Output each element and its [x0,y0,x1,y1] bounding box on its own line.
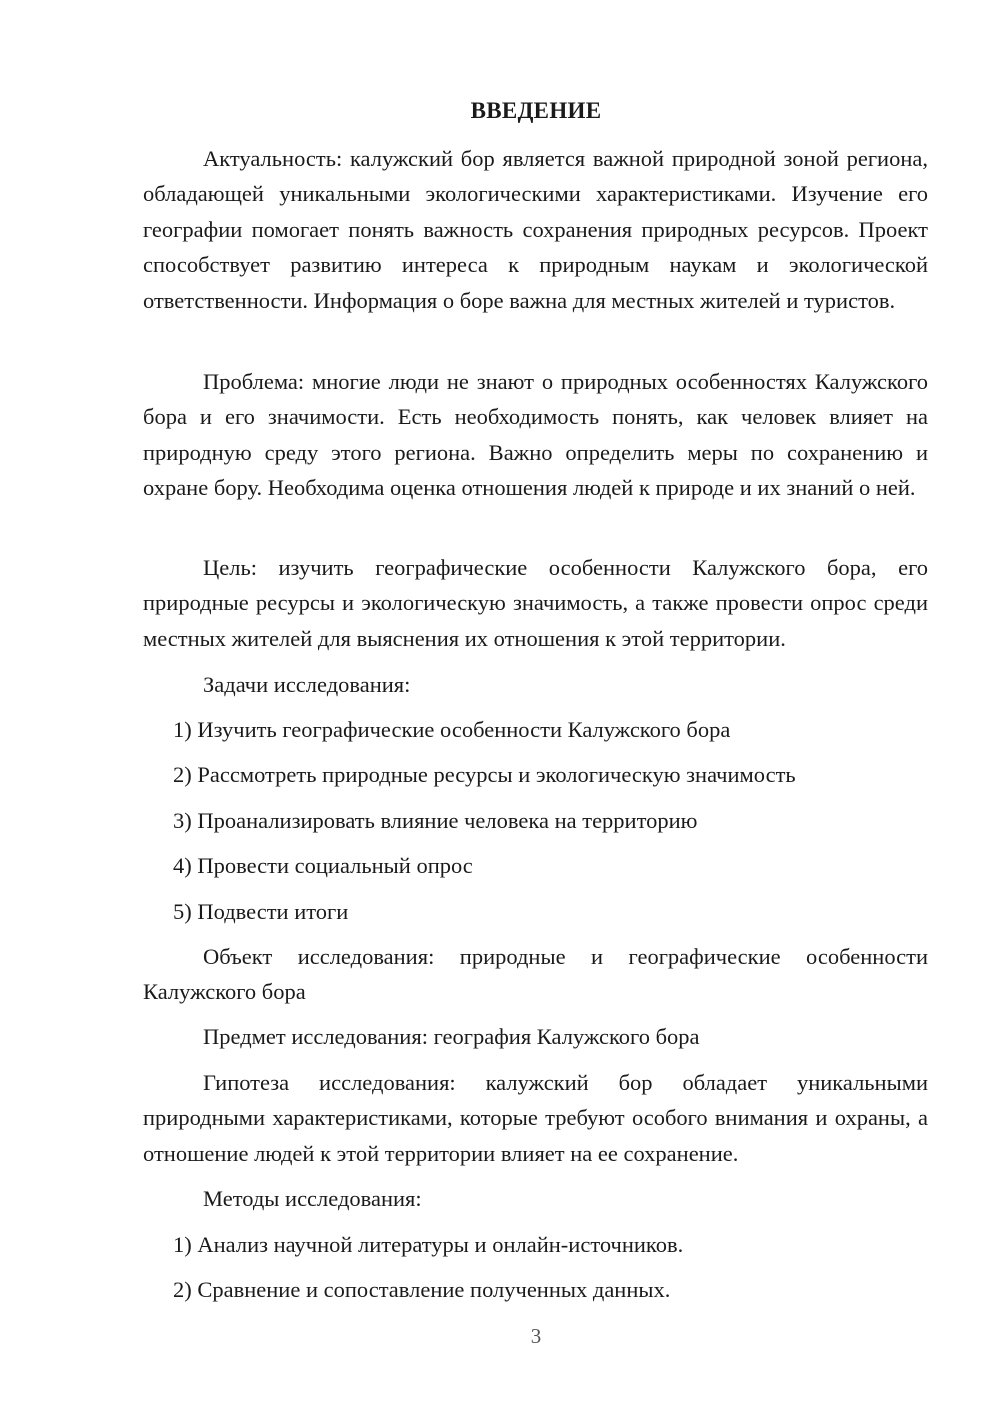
methods-heading: Методы исследования: [203,1186,422,1211]
tasks-list [143,712,928,929]
tasks-heading: Задачи исследования: [203,672,411,697]
body-text [143,141,928,318]
paragraph-subject: Предмет исследования: география Калужского бора [203,1024,700,1049]
list-item: 2) Сравнение и сопоставление полученных данных. [173,1277,671,1303]
body-text-subject [143,1019,928,1054]
paragraph-hypothesis: Гипотеза исследования: калужский бор обладает уникальными природными характеристиками, которые требуют особого внимания и охраны, а отношение людей к этой территории влияет на ее сохранение. [143,1070,928,1166]
body-text-goal [143,550,928,656]
body-text-tasks-heading [143,667,928,702]
list-item: 3) Проанализировать влияние человека на территорию [173,807,698,833]
body-text-problem [143,364,928,506]
paragraph-relevance: Актуальность: калужский бор является важной природной зоной региона, обладающей уникальными экологическими характеристиками. Изучение его географии помогает понять важность сохранения природных ресурсов. Проект способствует развитию интереса к природным наукам и экологической ответственности. Информация о боре важна для местных жителей и туристов. [143,146,928,313]
list-item: 1) Анализ научной литературы и онлайн-источников. [173,1232,684,1257]
body-text-object [143,939,928,1010]
list-item: 5) Подвести итоги [173,898,349,924]
paragraph-object: Объект исследования: природные и географические особенности Калужского бора [143,944,928,1005]
list-item: 1) Изучить географические особенности Калужского бора [173,717,731,742]
page-title: ВВЕДЕНИЕ [470,98,602,123]
paragraph-problem: Проблема: многие люди не знают о природных особенностях Калужского бора и его значимости. Есть необходимость понять, как человек влияет на природную среду этого региона. Важно определить меры по сохранению и охране бору. Необходима оценка отношения людей к природе и их знаний о ней. [143,369,928,501]
body-text-hypothesis [143,1065,928,1171]
methods-list [143,1227,928,1308]
list-item: 4) Провести социальный опрос [173,853,473,879]
body-text-methods-heading [143,1181,928,1216]
paragraph-goal: Цель: изучить географические особенности Калужского бора, его природные ресурсы и экологическую значимость, а также провести опрос среди местных жителей для выяснения их отношения к этой территории. [143,555,928,651]
page-number: 3 [530,1324,542,1348]
list-item: 2) Рассмотреть природные ресурсы и экологическую значимость [173,762,796,788]
